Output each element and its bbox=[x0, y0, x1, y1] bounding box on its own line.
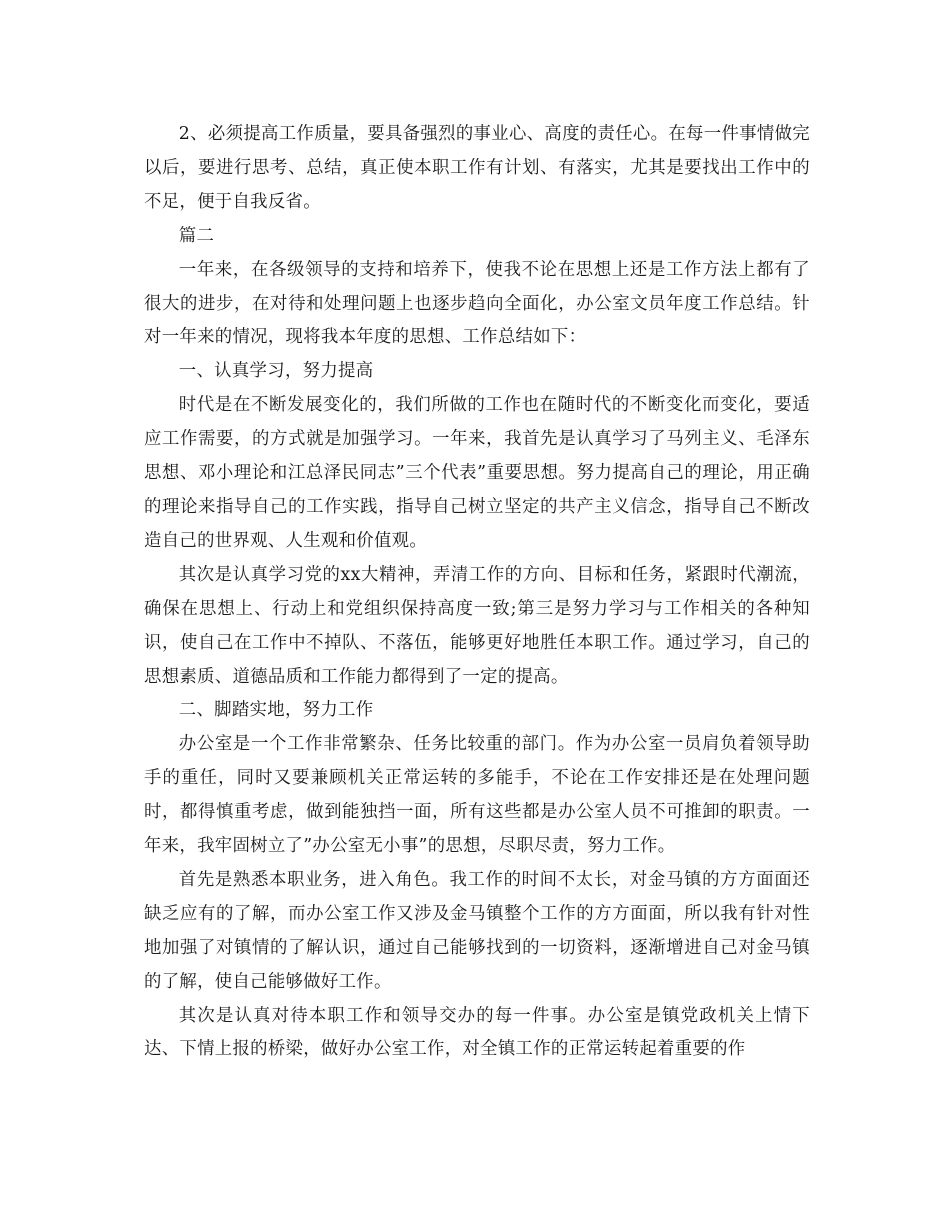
paragraph-familiarize: 首先是熟悉本职业务，进入角色。我工作的时间不太长，对金马镇的方方面面还缺乏应有的了解，而办公室工作又涉及金马镇整个工作的方方面面，所以我有针对性地加强了对镇情的了解认识，通过自己能够找到的一切资料，逐渐增进自己对金马镇的了解，使自己能够做好工作。 bbox=[144, 869, 810, 992]
paragraph-intro: 一年来，在各级领导的支持和培养下，使我不论在思想上还是工作方法上都有了很大的进步，在对待和处理问题上也逐步趋向全面化，办公室文员年度工作总结。针对一年来的情况，现将我本年度的思想、工作总结如下： bbox=[144, 259, 810, 348]
paragraph-study: 时代是在不断发展变化的，我们所做的工作也在随时代的不断变化而变化，要适应工作需要，的方式就是加强学习。一年来，我首先是认真学习了马列主义、毛泽东思想、邓小理论和江总泽民同志”三个代表”重要思想。努力提高自己的理论，用正确的理论来指导自己的工作实践，指导自己树立坚定的共产主义信念，指导自己不断改造自己的世界观、人生观和价值观。 bbox=[144, 395, 810, 551]
heading-work: 二、脚踏实地，努力工作 bbox=[178, 700, 374, 721]
heading-study: 一、认真学习，努力提高 bbox=[178, 361, 374, 382]
document-body bbox=[144, 118, 810, 1067]
paragraph-study-continued: 其次是认真学习党的xx大精神，弄清工作的方向、目标和任务，紧跟时代潮流，确保在思想上、行动上和党组织保持高度一致;第三是努力学习与工作相关的各种知识，使自己在工作中不掉队、不落伍，能够更好地胜任本职工作。通过学习，自己的思想素质、道德品质和工作能力都得到了一定的提高。 bbox=[144, 564, 810, 687]
paragraph-diligence: 其次是认真对待本职工作和领导交办的每一件事。办公室是镇党政机关上情下达、下情上报的桥梁，做好办公室工作，对全镇工作的正常运转起着重要的作 bbox=[144, 1005, 810, 1060]
paragraph-office: 办公室是一个工作非常繁杂、任务比较重的部门。作为办公室一员肩负着领导助手的重任，同时又要兼顾机关正常运转的多能手，不论在工作安排还是在处理问题时，都得慎重考虑，做到能独挡一面，所有这些都是办公室人员不可推卸的职责。一年来，我牢固树立了”办公室无小事”的思想，尽职尽责，努力工作。 bbox=[144, 734, 810, 857]
paragraph-quality: 2、必须提高工作质量，要具备强烈的事业心、高度的责任心。在每一件事情做完以后，要进行思考、总结，真正使本职工作有计划、有落实，尤其是要找出工作中的不足，便于自我反省。 bbox=[144, 124, 810, 212]
section-heading-part-two: 篇二 bbox=[178, 225, 215, 246]
